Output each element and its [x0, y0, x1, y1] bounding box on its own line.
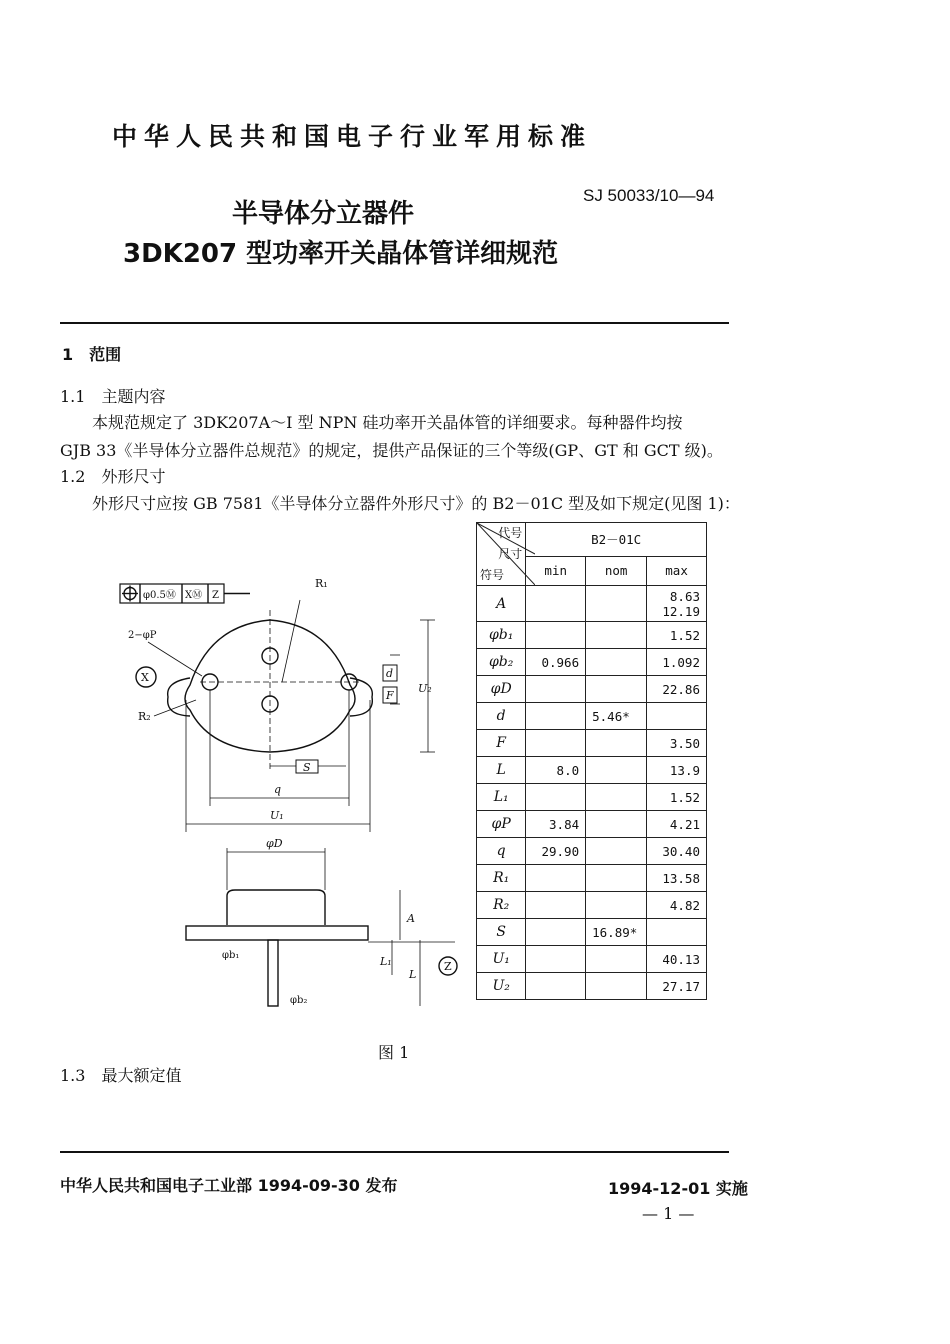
row-min [526, 865, 586, 892]
col-header-max: max [647, 556, 707, 585]
row-min: 29.90 [526, 838, 586, 865]
row-min [526, 703, 586, 730]
section-1-2-heading: 1.2 外形尺寸 [60, 467, 166, 486]
table-row [477, 703, 707, 730]
document-title-line2: 3DK207 型功率开关晶体管详细规范 [123, 239, 559, 269]
row-nom [586, 892, 647, 919]
table-row [477, 586, 707, 622]
issue-statement: 中华人民共和国电子工业部 1994-09-30 发布 [60, 1176, 398, 1195]
right-ear [350, 678, 372, 716]
section-1-1-paragraph-line2: GJB 33《半导体分立器件总规范》的规定，提供产品保证的三个等级(GP、GT 和 GCT 级)。 [60, 441, 723, 460]
label-R2: R₂ [138, 710, 151, 723]
row-nom: 16.89* [586, 919, 647, 946]
row-max: 13.9 [647, 757, 707, 784]
row-min: 0.966 [526, 649, 586, 676]
document-code: SJ 50033/10—94 [583, 186, 715, 205]
label-F: F [386, 689, 394, 702]
label-L: L [409, 968, 417, 981]
table-row [477, 973, 707, 1000]
row-max: 22.86 [647, 676, 707, 703]
row-nom [586, 676, 647, 703]
row-symbol: q [477, 838, 526, 865]
row-max: 1.52 [647, 622, 707, 649]
label-holes: 2−φP [128, 630, 157, 641]
row-nom [586, 784, 647, 811]
table-row [477, 757, 707, 784]
table-row [477, 919, 707, 946]
can-outline [227, 890, 325, 925]
table-row [477, 649, 707, 676]
label-U2: U₂ [418, 682, 432, 695]
dimension-table [476, 522, 707, 1000]
page-number: — 1 — [642, 1204, 695, 1223]
table-row [477, 946, 707, 973]
table-row [477, 892, 707, 919]
label-q: q [274, 783, 282, 796]
row-min [526, 784, 586, 811]
row-min [526, 622, 586, 649]
row-symbol: A [477, 586, 526, 622]
row-symbol: R₂ [477, 892, 526, 919]
row-min [526, 730, 586, 757]
row-max: 40.13 [647, 946, 707, 973]
row-symbol: L [477, 757, 526, 784]
table-row [477, 838, 707, 865]
row-min [526, 892, 586, 919]
row-max: 13.58 [647, 865, 707, 892]
row-symbol: F [477, 730, 526, 757]
section-1-heading: 1 范围 [62, 345, 122, 364]
section-1-3-heading: 1.3 最大额定值 [60, 1066, 182, 1085]
row-symbol: U₂ [477, 973, 526, 1000]
label-datum-z: Z [444, 960, 452, 973]
label-S: S [303, 761, 311, 774]
row-min: 3.84 [526, 811, 586, 838]
row-min [526, 919, 586, 946]
table-corner-cell [477, 523, 526, 586]
row-max [647, 703, 707, 730]
flange-side [186, 926, 368, 940]
label-phib2: φb₂ [290, 995, 308, 1006]
row-max-value-2: 12.19 [662, 603, 700, 619]
row-max [647, 919, 707, 946]
tol-datum-z: Z [212, 590, 219, 601]
label-R1: R₁ [315, 577, 328, 590]
footer-rule [60, 1151, 729, 1153]
package-outline-drawing [110, 570, 470, 1030]
row-max: 4.21 [647, 811, 707, 838]
row-symbol: φb₁ [477, 622, 526, 649]
row-symbol: φD [477, 676, 526, 703]
label-phib1: φb₁ [222, 950, 240, 961]
corner-label-symbol: 符号 [480, 568, 505, 582]
section-1-1-paragraph-line1: 本规范规定了 3DK207A～I 型 NPN 硅功率开关晶体管的详细要求。每种器件均按 [92, 413, 683, 432]
row-min [526, 586, 586, 622]
row-nom: 5.46* [586, 703, 647, 730]
label-datum-x: X [141, 671, 149, 684]
row-max: 27.17 [647, 973, 707, 1000]
label-d: d [386, 667, 394, 680]
tol-value: φ0.5Ⓜ [143, 590, 176, 601]
table-row [477, 865, 707, 892]
row-nom [586, 865, 647, 892]
row-max: 4.82 [647, 892, 707, 919]
table-row [477, 784, 707, 811]
label-phiD: φD [266, 837, 283, 850]
row-symbol: φb₂ [477, 649, 526, 676]
figure-caption: 图 1 [378, 1043, 410, 1062]
effective-date: 1994-12-01 实施 [608, 1179, 748, 1198]
row-symbol: U₁ [477, 946, 526, 973]
row-max: 3.50 [647, 730, 707, 757]
row-symbol: S [477, 919, 526, 946]
group-header: B2－01C [526, 523, 707, 557]
row-max [647, 586, 707, 622]
standard-category-title: 中华人民共和国电子行业军用标准 [112, 122, 593, 151]
row-min: 8.0 [526, 757, 586, 784]
row-symbol: R₁ [477, 865, 526, 892]
row-symbol: L₁ [477, 784, 526, 811]
row-min [526, 973, 586, 1000]
label-U1: U₁ [270, 809, 284, 822]
row-nom [586, 946, 647, 973]
row-symbol: φP [477, 811, 526, 838]
row-nom [586, 649, 647, 676]
row-max: 1.092 [647, 649, 707, 676]
row-symbol: d [477, 703, 526, 730]
row-max: 1.52 [647, 784, 707, 811]
table-row [477, 730, 707, 757]
row-nom [586, 838, 647, 865]
row-nom [586, 586, 647, 622]
row-nom [586, 730, 647, 757]
document-title-line1: 半导体分立器件 [232, 199, 415, 229]
table-row [477, 622, 707, 649]
row-min [526, 676, 586, 703]
col-header-nom: nom [586, 556, 647, 585]
row-max: 30.40 [647, 838, 707, 865]
label-L1: L₁ [380, 955, 392, 968]
lead-side [268, 940, 278, 1006]
label-A: A [407, 912, 415, 925]
corner-label-size: 尺寸 [498, 547, 523, 561]
tol-datum-x: XⓂ [185, 590, 203, 601]
section-1-1-heading: 1.1 主题内容 [60, 387, 166, 406]
row-nom [586, 622, 647, 649]
row-nom [586, 757, 647, 784]
corner-label-code: 代号 [498, 526, 523, 540]
section-1-2-paragraph: 外形尺寸应按 GB 7581《半导体分立器件外形尺寸》的 B2－01C 型及如下规定(见图 1)： [92, 494, 740, 513]
row-nom [586, 973, 647, 1000]
row-min [526, 946, 586, 973]
table-row [477, 676, 707, 703]
row-max-value: 8.63 [669, 588, 700, 604]
table-row [477, 811, 707, 838]
col-header-min: min [526, 556, 586, 585]
header-rule [60, 322, 729, 324]
row-nom [586, 811, 647, 838]
left-ear [168, 678, 190, 716]
